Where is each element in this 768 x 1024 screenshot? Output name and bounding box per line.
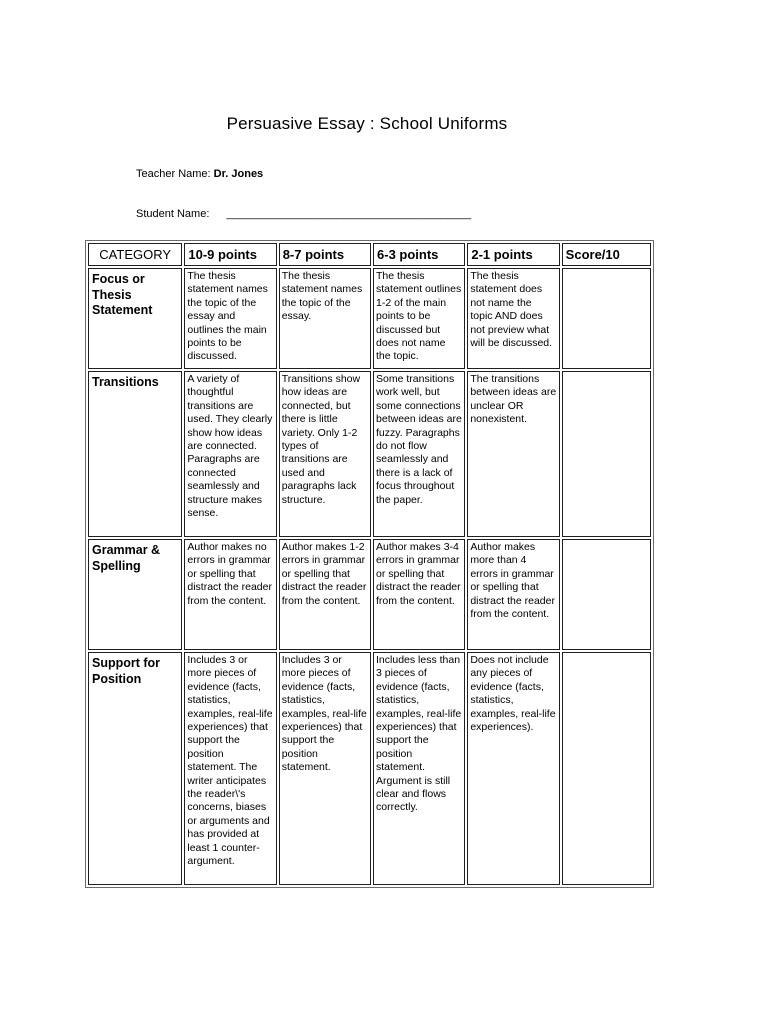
- rubric-row-support: [88, 652, 651, 885]
- student-line: [136, 208, 471, 220]
- row-category-grammar: Grammar & Spelling: [88, 539, 182, 650]
- cell-focus-10-9: The thesis statement names the topic of the essay and outlines the main points to be discussed.: [184, 268, 276, 369]
- cell-transitions-10-9: A variety of thoughtful transitions are used. They clearly show how ideas are connected. Paragraphs are connected seamlessly and structure makes sense.: [184, 371, 276, 537]
- cell-focus-6-3: The thesis statement outlines 1-2 of the main points to be discussed but does not name the topic.: [373, 268, 465, 369]
- score-cell-grammar[interactable]: [562, 539, 651, 650]
- cell-grammar-2-1: Author makes more than 4 errors in grammar or spelling that distract the reader from the content.: [467, 539, 559, 650]
- header-8-7-points: 8-7 points: [279, 243, 371, 266]
- teacher-label: Teacher Name:: [136, 168, 211, 180]
- teacher-line: [136, 168, 263, 180]
- rubric-row-grammar: [88, 539, 651, 650]
- student-label: Student Name:: [136, 208, 210, 220]
- student-name-blank: ________________________________________: [226, 208, 472, 220]
- cell-transitions-2-1: The transitions between ideas are unclear OR nonexistent.: [467, 371, 559, 537]
- document-title: Persuasive Essay : School Uniforms: [226, 114, 508, 133]
- cell-grammar-8-7: Author makes 1-2 errors in grammar or spelling that distract the reader from the content.: [279, 539, 371, 650]
- cell-grammar-10-9: Author makes no errors in grammar or spelling that distract the reader from the content.: [184, 539, 276, 650]
- row-category-focus: Focus or Thesis Statement: [88, 268, 182, 369]
- rubric-table: [85, 240, 654, 888]
- header-score: Score/10: [562, 243, 651, 266]
- cell-support-10-9: Includes 3 or more pieces of evidence (facts, statistics, examples, real-life experiences) that support the position statement. The writer anticipates the reader\'s concerns, biases or arguments and has provided at least 1 counter-argument.: [184, 652, 276, 885]
- cell-support-2-1: Does not include any pieces of evidence (facts, statistics, examples, real-life experiences).: [467, 652, 559, 885]
- score-cell-support[interactable]: [562, 652, 651, 885]
- score-cell-transitions[interactable]: [562, 371, 651, 537]
- rubric-row-transitions: [88, 371, 651, 537]
- rubric-row-focus: [88, 268, 651, 369]
- cell-support-8-7: Includes 3 or more pieces of evidence (facts, statistics, examples, real-life experiences) that support the position statement.: [279, 652, 371, 885]
- cell-focus-8-7: The thesis statement names the topic of the essay.: [279, 268, 371, 369]
- row-category-transitions: Transitions: [88, 371, 182, 537]
- teacher-name: Dr. Jones: [213, 168, 264, 180]
- cell-transitions-8-7: Transitions show how ideas are connected, but there is little variety. Only 1-2 types of transitions are used and paragraphs lack structure.: [279, 371, 371, 537]
- rubric-header-row: [88, 243, 651, 266]
- cell-support-6-3: Includes less than 3 pieces of evidence (facts, statistics, examples, real-life experiences) that support the position statement. Argument is still clear and flows correctly.: [373, 652, 465, 885]
- header-2-1-points: 2-1 points: [467, 243, 559, 266]
- cell-focus-2-1: The thesis statement does not name the topic AND does not preview what will be discussed.: [467, 268, 559, 369]
- header-6-3-points: 6-3 points: [373, 243, 465, 266]
- header-10-9-points: 10-9 points: [184, 243, 276, 266]
- score-cell-focus[interactable]: [562, 268, 651, 369]
- header-category: CATEGORY: [88, 243, 182, 266]
- row-category-support: Support for Position: [88, 652, 182, 885]
- cell-grammar-6-3: Author makes 3-4 errors in grammar or spelling that distract the reader from the content.: [373, 539, 465, 650]
- cell-transitions-6-3: Some transitions work well, but some connections between ideas are fuzzy. Paragraphs do not flow seamlessly and there is a lack of focus throughout the paper.: [373, 371, 465, 537]
